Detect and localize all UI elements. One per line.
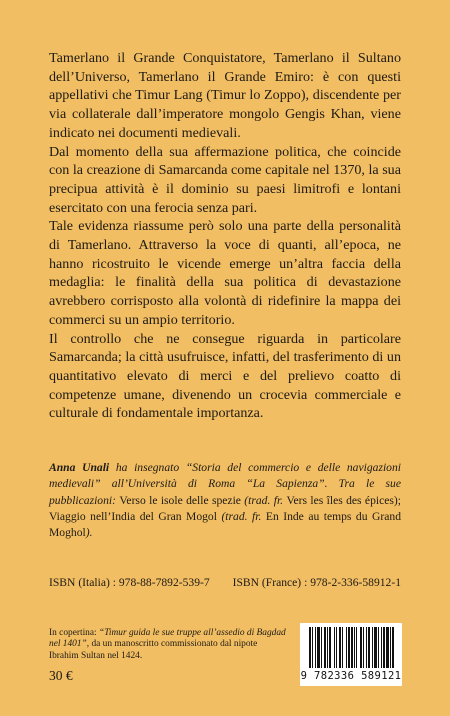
barcode-bar (324, 627, 326, 668)
barcode-bar (339, 627, 341, 668)
barcode-bar (327, 627, 328, 668)
barcode-bar (329, 627, 331, 668)
author-bio (49, 460, 401, 541)
synopsis-paragraph: Tale evidenza riassume però solo una parte della personalità di Tamerlano. Attraverso la voce di quanti, all’epoca, ne hanno ricostruito le vicende emerge un’altra faccia della medaglia: le finalità della sua politica di devastazione avrebbero corrisposto alla volontà di ridefinire la mappa dei commerci su un ampio territorio. (49, 218, 401, 328)
isbn-italy: ISBN (Italia) : 978-88-7892-539-7 (49, 576, 210, 589)
book-title: Verso le isole delle spezie (119, 493, 241, 507)
book-title: Viaggio nell’India del Gran Mogol (49, 509, 217, 523)
barcode-bar (381, 627, 382, 668)
barcode-bar (312, 627, 313, 668)
author-name: Anna Unali (49, 461, 110, 474)
barcode-bar (315, 627, 316, 668)
barcode-bar (336, 627, 337, 668)
barcode-bar (378, 627, 379, 668)
barcode-digits: 9 782336 589121 (300, 670, 402, 682)
barcode-bar (356, 627, 357, 668)
synopsis-paragraph: Tamerlano il Grande Conquistatore, Tamerlano il Sultano dell’Universo, Tamerlano il Grande Emiro: è con questi appellativi che Timur Lang (Timur lo Zoppo), discendente per via collaterale dall’imperatore mongolo Gengis Khan, viene indicato nei documenti medievali. (49, 50, 401, 141)
barcode-bar (386, 627, 389, 668)
barcode-bar (348, 627, 350, 668)
translation-note: (trad. fr. (240, 493, 287, 507)
barcode-bar (383, 627, 385, 668)
synopsis-text (49, 49, 401, 423)
book-title-fr: Vers les îles des épices (286, 493, 394, 507)
barcode-bar (363, 627, 364, 668)
barcode-bar (374, 627, 377, 668)
caption-source: , da un manoscritto commissionato dal nipote Ibrahim Sultan nel 1424. (49, 639, 258, 661)
isbn-row (49, 576, 401, 589)
synopsis-paragraph: Il controllo che ne consegue riguarda in particolare Samarcanda; la città usufruisce, infatti, del trasferimento di un quantitativo elevato di merci e del prelievo coatto di competenze umane, divenendo un crocevia commerciale e culturale di fondamentale importanza. (49, 330, 401, 422)
bio-end: ). (85, 526, 93, 540)
caption-prefix: In copertina: (49, 628, 99, 638)
translation-note: (trad. fr. (216, 509, 266, 523)
barcode-bars (300, 623, 402, 671)
isbn-france: ISBN (France) : 978-2-336-58912-1 (232, 576, 401, 589)
barcode-bar (342, 627, 343, 668)
caption-artwork-title: “Timur guida le sue truppe all’assedio di Bagdad nel 1401” (49, 628, 286, 650)
book-title-fr: En Inde au temps du Grand Moghol (49, 509, 401, 540)
price: 30 € (49, 668, 73, 683)
author-bio-text: ha insegnato “Storia del commercio e delle navigazioni medievali” all’Università di Roma “La Sapienza”. Tra le sue pubblicazioni: (49, 461, 401, 507)
barcode-bar (366, 627, 367, 668)
barcode-bar (368, 627, 370, 668)
separator: ); (393, 493, 401, 507)
barcode-bar (309, 627, 311, 668)
barcode-bar (372, 627, 373, 668)
cover-caption (49, 628, 287, 662)
barcode-bar (360, 627, 362, 668)
barcode-bar (392, 627, 394, 668)
synopsis-paragraph: Dal momento della sua affermazione politica, che coincide con la creazione di Samarcanda come capitale nel 1370, la sua precipua attività è il dominio su paesi limitrofi e lontani esercitato con una ferocia senza pari. (49, 143, 401, 216)
barcode-bar (334, 627, 335, 668)
barcode-bar (351, 627, 353, 668)
barcode-bar (390, 627, 391, 668)
barcode-bar (354, 627, 355, 668)
barcode-bar (317, 627, 320, 668)
barcode (300, 623, 402, 686)
barcode-bar (346, 627, 347, 668)
barcode-bar (321, 627, 322, 668)
